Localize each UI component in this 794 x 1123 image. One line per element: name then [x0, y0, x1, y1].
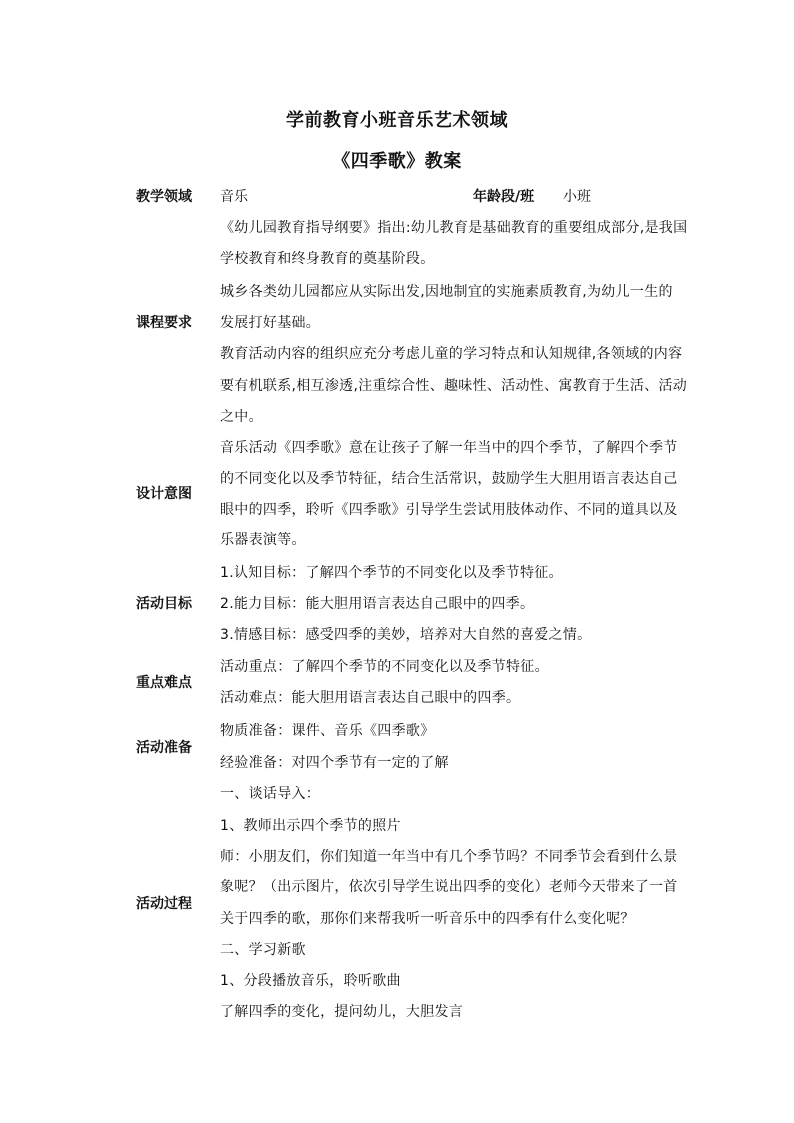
body-line: 1、教师出示四个季节的照片	[220, 818, 401, 834]
body-line: 2.能力目标：能大胆用语言表达自己眼中的四季。	[220, 596, 535, 612]
section-label: 重点难点	[136, 675, 192, 691]
body-line: 活动重点：了解四个季节的不同变化以及季节特征。	[220, 659, 549, 675]
body-line: 象呢？（出示图片，依次引导学生说出四季的变化）老师今天带来了一首	[220, 879, 678, 895]
body-line: 了解四季的变化，提问幼儿，大胆发言	[220, 1004, 464, 1020]
body-line: 《幼儿园教育指导纲要》指出:幼儿教育是基础教育的重要组成部分,是我国	[220, 220, 688, 236]
body-line: 要有机联系,相互渗透,注重综合性、趣味性、活动性、寓教育于生活、活动	[220, 378, 688, 394]
section-label: 活动准备	[136, 740, 192, 756]
page-title: 学前教育小班音乐艺术领域	[286, 110, 508, 131]
body-line: 音乐活动《四季歌》意在让孩子了解一年当中的四个季节，了解四个季节	[220, 440, 678, 456]
body-line: 一、谈话导入：	[220, 786, 321, 802]
page-subtitle: 《四季歌》教案	[332, 151, 462, 172]
body-line: 经验准备：对四个季节有一定的了解	[220, 755, 449, 771]
body-line: 活动难点：能大胆用语言表达自己眼中的四季。	[220, 690, 521, 706]
body-line: 城乡各类幼儿园都应从实际出发,因地制宜的实施素质教育,为幼儿一生的	[220, 284, 673, 300]
grade-label: 年龄段/班	[473, 189, 535, 205]
body-line: 师：小朋友们，你们知道一年当中有几个季节吗？不同季节会看到什么景	[220, 849, 678, 865]
field-value: 音乐	[220, 189, 248, 205]
body-line: 眼中的四季，聆听《四季歌》引导学生尝试用肢体动作、不同的道具以及	[220, 502, 678, 518]
section-label: 课程要求	[136, 315, 192, 331]
body-line: 二、学习新歌	[220, 942, 306, 958]
body-line: 之中。	[220, 409, 263, 425]
body-line: 发展打好基础。	[220, 315, 321, 331]
body-line: 学校教育和终身教育的奠基阶段。	[220, 251, 435, 267]
field-label: 教学领域	[136, 189, 192, 205]
section-label: 活动过程	[136, 896, 192, 912]
body-line: 物质准备：课件、音乐《四季歌》	[220, 723, 435, 739]
body-line: 1.认知目标：了解四个季节的不同变化以及季节特征。	[220, 565, 563, 581]
body-line: 的不同变化以及季节特征，结合生活常识，鼓励学生大胆用语言表达自己	[220, 471, 678, 487]
body-line: 乐器表演等。	[220, 532, 306, 548]
body-line: 关于四季的歌，那你们来帮我听一听音乐中的四季有什么变化呢？	[220, 911, 635, 927]
body-line: 3.情感目标：感受四季的美妙，培养对大自然的喜爱之情。	[220, 627, 592, 643]
body-line: 1、分段播放音乐，聆听歌曲	[220, 973, 401, 989]
body-line: 教育活动内容的组织应充分考虑儿童的学习特点和认知规律,各领域的内容	[220, 346, 683, 362]
grade-value: 小班	[563, 189, 591, 205]
section-label: 活动目标	[136, 596, 192, 612]
section-label: 设计意图	[136, 486, 192, 502]
